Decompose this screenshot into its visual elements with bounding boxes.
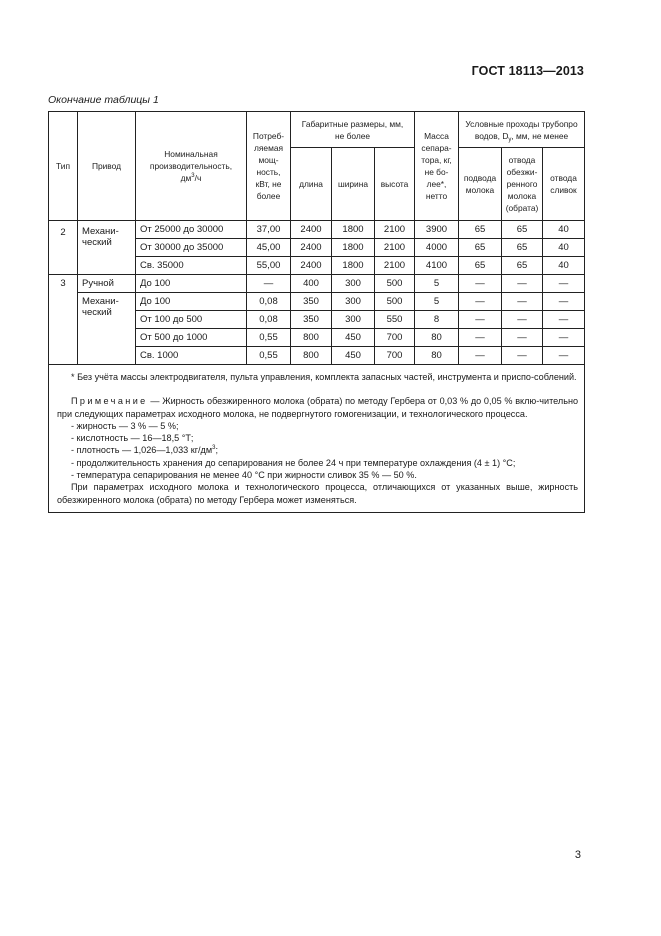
header-height: высота bbox=[375, 148, 415, 221]
skim-out-cell: — bbox=[502, 293, 543, 311]
mass-cell: 5 bbox=[415, 275, 459, 293]
note-item-density: - плотность — 1,026—1,033 $кг/дм^3$; bbox=[71, 445, 218, 456]
skim-out-cell: — bbox=[502, 347, 543, 365]
header-milk-in: подвода молока bbox=[459, 148, 502, 221]
mass-cell: 4000 bbox=[415, 239, 459, 257]
cream-out-cell: — bbox=[543, 347, 585, 365]
width-cell: 1800 bbox=[332, 239, 375, 257]
note-paragraph: Примечание — Жирность обезжиренного молока (обрата) по методу Гербера от 0,03 % до 0,05 % вклю-чительно при следующих параметрах исходного молока, не подвергнутого гомогенизации, и технологического процесса. bbox=[57, 396, 579, 419]
capacity-cell: До 100 bbox=[136, 275, 247, 293]
width-cell: 1800 bbox=[332, 257, 375, 275]
height-cell: 500 bbox=[375, 275, 415, 293]
milk-in-cell: — bbox=[459, 311, 502, 329]
power-cell: 45,00 bbox=[247, 239, 291, 257]
header-type: Тип bbox=[49, 112, 78, 221]
cream-out-cell: — bbox=[543, 311, 585, 329]
cream-out-cell: 40 bbox=[543, 239, 585, 257]
drive-cell: Механи-ческий bbox=[78, 293, 136, 365]
height-cell: 700 bbox=[375, 347, 415, 365]
header-pipes: Условные проходы трубопро водов, $D_у$, мм, не менее bbox=[459, 112, 585, 148]
capacity-cell: От 500 до 1000 bbox=[136, 329, 247, 347]
drive-cell: Ручной bbox=[78, 275, 136, 293]
length-cell: 350 bbox=[291, 293, 332, 311]
header-cream-out: отвода сливок bbox=[543, 148, 585, 221]
length-cell: 2400 bbox=[291, 221, 332, 239]
width-cell: 1800 bbox=[332, 221, 375, 239]
header-skim-out: отвода обезжи-ренного молока (обрата) bbox=[502, 148, 543, 221]
width-cell: 450 bbox=[332, 329, 375, 347]
header-mass: Масса сепара-тора, кг, не бо-лее*, нетто bbox=[415, 112, 459, 221]
type-cell: 3 bbox=[49, 275, 78, 365]
table-row bbox=[49, 221, 585, 239]
note-label: Примечание bbox=[71, 396, 148, 407]
milk-in-cell: — bbox=[459, 329, 502, 347]
note-closing: При параметрах исходного молока и технологического процесса, отличающихся от указанных выше, жирность обезжиренного молока (обрата) по методу Гербера может изменяться. bbox=[57, 482, 579, 505]
skim-out-cell: 65 bbox=[502, 221, 543, 239]
notes-block bbox=[49, 365, 585, 513]
width-cell: 300 bbox=[332, 293, 375, 311]
mass-cell: 80 bbox=[415, 329, 459, 347]
table-row bbox=[49, 293, 585, 311]
mass-cell: 8 bbox=[415, 311, 459, 329]
length-cell: 800 bbox=[291, 347, 332, 365]
skim-out-cell: 65 bbox=[502, 239, 543, 257]
height-cell: 700 bbox=[375, 329, 415, 347]
milk-in-cell: 65 bbox=[459, 221, 502, 239]
skim-out-cell: — bbox=[502, 275, 543, 293]
cream-out-cell: — bbox=[543, 329, 585, 347]
height-cell: 2100 bbox=[375, 257, 415, 275]
width-cell: 300 bbox=[332, 275, 375, 293]
milk-in-cell: 65 bbox=[459, 257, 502, 275]
note-item-fat: - жирность — 3 % — 5 %; bbox=[71, 420, 179, 431]
width-cell: 450 bbox=[332, 347, 375, 365]
length-cell: 2400 bbox=[291, 257, 332, 275]
length-cell: 800 bbox=[291, 329, 332, 347]
table-row bbox=[49, 275, 585, 293]
footnote: * Без учёта массы электродвигателя, пульта управления, комплекта запасных частей, инструмента и приспо-соблений. bbox=[71, 372, 577, 382]
page-number: 3 bbox=[574, 849, 581, 861]
capacity-cell: Св. 1000 bbox=[136, 347, 247, 365]
specifications-table bbox=[48, 111, 585, 513]
height-cell: 500 bbox=[375, 293, 415, 311]
skim-out-cell: 65 bbox=[502, 257, 543, 275]
height-cell: 2100 bbox=[375, 221, 415, 239]
power-cell: 0,08 bbox=[247, 293, 291, 311]
mass-cell: 3900 bbox=[415, 221, 459, 239]
document-code: ГОСТ 18113—2013 bbox=[471, 64, 584, 78]
note-item-storage: - продолжительность хранения до сепарирования не более 24 ч при температуре охлаждения (4 ± 1) °С; bbox=[71, 457, 516, 468]
capacity-cell: От 100 до 500 bbox=[136, 311, 247, 329]
note-item-acidity: - кислотность — 16—18,5 °Т; bbox=[71, 433, 194, 444]
header-length: длина bbox=[291, 148, 332, 221]
header-dimensions: Габаритные размеры, мм, не более bbox=[291, 112, 415, 148]
capacity-cell: От 25000 до 30000 bbox=[136, 221, 247, 239]
milk-in-cell: — bbox=[459, 347, 502, 365]
capacity-cell: До 100 bbox=[136, 293, 247, 311]
drive-cell: Механи-ческий bbox=[78, 221, 136, 275]
skim-out-cell: — bbox=[502, 329, 543, 347]
length-cell: 2400 bbox=[291, 239, 332, 257]
power-cell: 0,55 bbox=[247, 347, 291, 365]
header-drive: Привод bbox=[78, 112, 136, 221]
length-cell: 400 bbox=[291, 275, 332, 293]
skim-out-cell: — bbox=[502, 311, 543, 329]
height-cell: 550 bbox=[375, 311, 415, 329]
cream-out-cell: — bbox=[543, 293, 585, 311]
power-cell: — bbox=[247, 275, 291, 293]
header-power: Потреб-ляемая мощ-ность, кВт, не более bbox=[247, 112, 291, 221]
header-width: ширина bbox=[332, 148, 375, 221]
milk-in-cell: 65 bbox=[459, 239, 502, 257]
table-caption: Окончание таблицы 1 bbox=[48, 94, 159, 106]
cream-out-cell: 40 bbox=[543, 221, 585, 239]
mass-cell: 80 bbox=[415, 347, 459, 365]
cream-out-cell: 40 bbox=[543, 257, 585, 275]
power-cell: 0,55 bbox=[247, 329, 291, 347]
mass-cell: 5 bbox=[415, 293, 459, 311]
type-cell: 2 bbox=[49, 221, 78, 275]
capacity-cell: Св. 35000 bbox=[136, 257, 247, 275]
cream-out-cell: — bbox=[543, 275, 585, 293]
header-capacity: Номинальная производительность, $дм^3/ч$ bbox=[136, 112, 247, 221]
power-cell: 37,00 bbox=[247, 221, 291, 239]
mass-cell: 4100 bbox=[415, 257, 459, 275]
power-cell: 0,08 bbox=[247, 311, 291, 329]
length-cell: 350 bbox=[291, 311, 332, 329]
power-cell: 55,00 bbox=[247, 257, 291, 275]
milk-in-cell: — bbox=[459, 275, 502, 293]
width-cell: 300 bbox=[332, 311, 375, 329]
capacity-cell: От 30000 до 35000 bbox=[136, 239, 247, 257]
height-cell: 2100 bbox=[375, 239, 415, 257]
milk-in-cell: — bbox=[459, 293, 502, 311]
note-item-temperature: - температура сепарирования не менее 40 °С при жирности сливок 35 % — 50 %. bbox=[71, 470, 417, 481]
